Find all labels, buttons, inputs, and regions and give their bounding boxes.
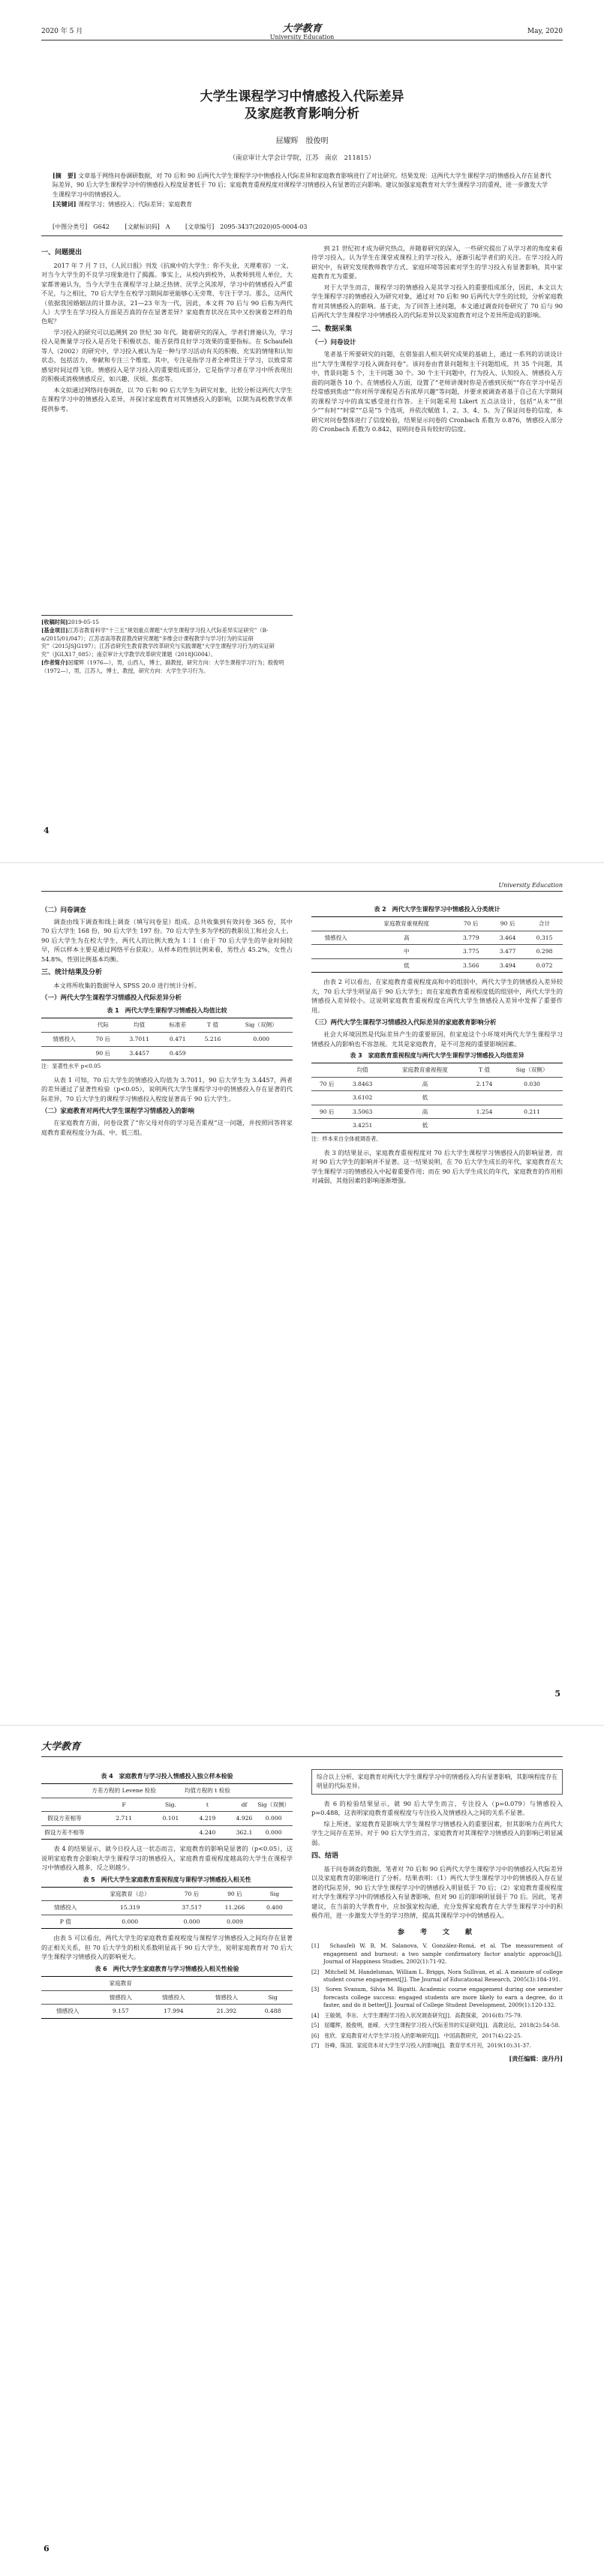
table-row (41, 1812, 293, 1826)
table-cell: 2.711 (88, 1812, 161, 1826)
section-heading: （二）家庭教育对两代大学生课程学习情感投入的影响 (41, 1108, 195, 1116)
table-cell: 情感投入 (41, 2005, 95, 2019)
abstract-label: [摘 要] (53, 172, 77, 179)
table-4 (41, 1783, 293, 1840)
table-header-cell (311, 1063, 342, 1078)
table-cell: 0.101 (161, 1812, 182, 1826)
table-cell: 高 (383, 1105, 467, 1119)
table-header-cell: 情感投入 (95, 1990, 148, 2005)
table-header-cell (254, 1784, 293, 1798)
table-header-cell (41, 1887, 90, 1901)
table-cell: 70 后 (311, 1077, 342, 1091)
table-cell: 0.488 (253, 2005, 293, 2019)
table-cell (467, 1091, 501, 1105)
table-header-cell: Sig (257, 1887, 293, 1901)
page-2 (0, 862, 604, 1725)
table-cell (501, 1119, 563, 1133)
paragraph: 由表 5 可以看出，两代大学生的家庭教育重视程度与课程学习情感投入之间均存在显著的正相关关系，但 70 后大学生的相关系数明显高于 90 后大学生，说明家庭教育对 70 后大学生课程学习情感投入的影响更大。 (41, 1934, 293, 1961)
table-cell: 90 后 (311, 1105, 342, 1119)
table-header-cell: Sig (253, 1990, 293, 2005)
table-header-cell: 标准差 (160, 1018, 196, 1033)
table-row (311, 1105, 563, 1119)
paragraph: 综上所述，家庭教育是影响大学生课程学习情感投入的重要因素，但其影响力在两代大学生之间存在差异。对于 90 后大学生而言，家庭教育对其课程学习情感投入的影响已明显减弱。 (311, 1819, 563, 1846)
table-cell (161, 1825, 182, 1840)
table-cell: 3.8463 (342, 1077, 382, 1091)
table-cell: 0.000 (90, 1915, 170, 1929)
table-row (41, 2005, 293, 2019)
divider (41, 235, 563, 236)
running-header (41, 22, 563, 40)
table-cell: 17.994 (147, 2005, 200, 2019)
table-cell: 70 后 (87, 1032, 119, 1046)
table-cell (230, 1046, 293, 1060)
table-cell: 情感投入 (311, 931, 360, 945)
journal-name-en: University Education (498, 882, 563, 889)
classification-meta: [中图分类号] G642 [文献标识码] A [文章编号] 2095-3437(2020)05-0004-03 (53, 223, 308, 230)
table-cell: 4.240 (181, 1825, 233, 1840)
table-cell: 3.7011 (119, 1032, 159, 1046)
responsible-editor: [责任编辑：庞丹丹] (509, 2055, 563, 2063)
table-cell: 3.464 (489, 931, 526, 945)
table-cell (467, 1119, 501, 1133)
table-cell: 4.219 (181, 1812, 233, 1826)
table-row (41, 1825, 293, 1840)
body-column-left (41, 902, 293, 1138)
table-header-cell: T 值 (196, 1018, 230, 1033)
table-row (311, 1119, 563, 1133)
table-header-cell (41, 1798, 88, 1812)
table-row (41, 1046, 293, 1060)
references-list (311, 1942, 563, 2050)
table-cell: 高 (383, 1077, 467, 1091)
table-header-cell: 70 后 (170, 1887, 213, 1901)
abstract (53, 171, 551, 210)
table-header-cell: 家庭教育 (95, 1977, 148, 1991)
table-cell: 3.6102 (342, 1091, 382, 1105)
table-header-cell: 情感投入 (200, 1990, 254, 2005)
table-cell: 0.315 (526, 931, 563, 945)
table-cell: 4.926 (234, 1812, 255, 1826)
table-row (311, 1077, 563, 1091)
table-caption: 表 6 两代大学生家庭教育与学习情感投入相关性检验 (95, 1965, 239, 1972)
paragraph: 调查由线下调查和线上调查（填写问卷星）组成。总共收集到有效问卷 365 份，其中 70 后大学生 168 份，90 后大学生 197 份。70 后大学生多为学校的教职员工和社会人士，90 后大学生为在校大学生，两代人的比例大致为 1∶1（由于 70 后大学生的毕业时间较早，所以样本主要是通过网络平台获取）。从样本的性别比例来看，男性占 45.2%，女性占 54.8%，性别比例基本均衡。 (41, 917, 293, 963)
table-caption: 表 1 两代大学生课程学习情感投入均值比较 (107, 1007, 227, 1015)
reference-item: [7] 谷峰，陈国．家庭资本对大学生学习投入的影响[J]．教育学术月刊，2019(10):31-37. (311, 2042, 531, 2049)
table-header-cell: t (181, 1798, 233, 1812)
table-cell (196, 1046, 230, 1060)
table-cell: 3.5063 (342, 1105, 382, 1119)
table-row (41, 1915, 293, 1929)
table-header-cell: Sig（双侧） (501, 1063, 563, 1078)
section-heading: （一）问卷设计 (311, 339, 356, 347)
table-header-cell: 90 后 (213, 1887, 256, 1901)
section-heading: （二）问卷调查 (41, 907, 86, 914)
paragraph: 学习投入的研究可以追溯到 20 世纪 30 年代。随着研究的深入，学者们普遍认为，学习投入是衡量学习投入是否处于积极状态、能否获得良好学习效果的重要指标。在 Schaufeli 等人（2002）的研究中，学习投入被认为是一种与学习活动有关的积极、充实的情绪和认知状态，包括活力、奉献和专注三个维度。其中，专注是指学习者全神贯注于学习，以致常常感觉时间过得飞快。情感投入是学习投入的重要组成部分，它是指学习者在学习中所表现出的积极或消极情感反应，如兴趣、厌烦、焦虑等。 (41, 328, 293, 383)
table-cell: 情感投入 (41, 1901, 90, 1915)
table-header-cell: 均值方程的 t 检验 (181, 1784, 233, 1798)
table-cell: 0.000 (254, 1812, 293, 1826)
table-cell (257, 1915, 293, 1929)
table-cell: 5.216 (196, 1032, 230, 1046)
table-cell: 0.030 (501, 1077, 563, 1091)
table-row (41, 1901, 293, 1915)
table-header-cell: 90 后 (489, 917, 526, 931)
body-column-left (41, 244, 293, 415)
table-header-cell (200, 1977, 254, 1991)
table-note: 注：样本来自全体被调查者。 (311, 1135, 382, 1142)
table-cell: 90 后 (87, 1046, 119, 1060)
table-cell: 3.775 (452, 945, 489, 959)
table-header-cell (234, 1784, 255, 1798)
table-cell: 0.459 (160, 1046, 196, 1060)
paragraph: 由表 2 可以看出，在家庭教育重视程度高和中的组别中，两代大学生的情感投入差异较大，70 后大学生明显高于 90 后大学生；而在家庭教育重视程度低的组别中，两代大学生的情感投入差异较小。这说明家庭教育重视程度在两代大学生情感投入差异中发挥了重要作用。 (311, 978, 563, 1014)
header-date-cn: 2020 年 5 月 (41, 28, 83, 35)
table-cell: 0.400 (257, 1901, 293, 1915)
table-cell: 情感投入 (41, 1032, 87, 1046)
table-header-cell: 合计 (526, 917, 563, 931)
page-1 (0, 0, 604, 862)
table-header-cell: 方差方程的 Levene 检验 (88, 1784, 161, 1798)
table-cell (88, 1825, 161, 1840)
table-cell: 3.566 (452, 958, 489, 973)
table-cell: 21.392 (200, 2005, 254, 2019)
boxed-note: 综合以上分析，家庭教育对两代大学生课程学习中的情感投入均有显著影响，其影响程度存在明显的代际差异。 (311, 1769, 563, 1795)
table-cell: 假设方差相等 (41, 1812, 88, 1826)
table-header-cell (147, 1977, 200, 1991)
table-cell: 11.266 (213, 1901, 256, 1915)
table-header-cell: 家庭教育重视程度 (360, 917, 452, 931)
table-3 (311, 1063, 563, 1133)
table-header-cell (311, 917, 360, 931)
paragraph: 在家庭教育方面，问卷设置了“你父母对你的学习是否重视”这一问题，并按照回答将家庭教育重视程度分为高、中、低三组。 (41, 1119, 293, 1136)
paragraph: 基于问卷调查的数据，笔者对 70 后和 90 后两代大学生课程学习中的情感投入代际差异以及家庭教育的影响进行了分析。结果表明：（1）两代大学生课程学习中的情感投入存在显著的代际差异，90 后大学生课程学习中的情感投入明显低于 70 后；（2）家庭教育重视程度对大学生课程学习中的情感投入有显著影响，但对 90 后的影响明显弱于 70 后。因此，笔者建议，在当前的大学教育中，应加强家校沟通，充分发挥家庭教育在大学生课程学习中的积极作用，进一步激发大学生的学习热情，提高其课程学习中的情感投入。 (311, 1864, 563, 1920)
paragraph: 2017 年 7 月 7 日，《人民日报》刊发《抗疯中的大学生：你不失业，天理难容》一文，对当今大学生的不良学习现象进行了揭露。事实上，从校内到校外，从教师到用人单位，大家都普遍认为，当今大学生在课程学习上缺乏热情、厌学之风浓厚，学习中的情感投入严重不足，与之相比，70 后大学生在校学习期间却更能够心无旁骛、专注于学习。那么，这两代（依据我国婚姻法的计算办法，21—23 年为一代，因此，本文将 70 后与 90 后称为两代人）大学生在学习投入方面是否真的存在显著差异？家庭教育状况在其中又扮演着怎样的角色呢？ (41, 261, 293, 325)
table-cell: 362.1 (234, 1825, 255, 1840)
page-number: 4 (44, 826, 50, 835)
keywords-text: 课程学习；情感投入；代际差异；家庭教育 (78, 201, 193, 208)
table-header-cell (161, 1784, 182, 1798)
paragraph: 对于大学生而言，课程学习的情感投入是其学习投入的重要组成部分，因此，本文以大学生课程学习的情感投入为研究对象，通过对 70 后和 90 后两代大学生的比较，分析家庭教育对其情感投入的影响。基于此，为了回答上述问题，本文通过调查问卷研究了 70 后与 90 后两代大学生课程学习中情感投入的代际差异以及家庭教育对这个差异所造成的影响。 (311, 283, 563, 319)
table-caption: 表 3 家庭教育重视程度与两代大学生课程学习情感投入均值差异 (350, 1052, 524, 1059)
table-cell: 0.471 (160, 1032, 196, 1046)
table-cell: 3.477 (489, 945, 526, 959)
table-row (311, 945, 563, 959)
table-cell: 3.779 (452, 931, 489, 945)
running-header (41, 1741, 563, 1757)
reference-item: [3] Soren Svanum, Silvia M. Bigatti. Academic course engagement during one semester forecasts college success: engaged students are more likely to earn a degree, do it faster, and do it better[J]. Journal of College Student Development, 2009(1):120-132. (311, 1986, 563, 2009)
section-heading: 一、问题提出 (41, 249, 83, 256)
body-column-right (311, 244, 563, 436)
table-header-cell: 家庭教育（总） (90, 1887, 170, 1901)
table-row (41, 1032, 293, 1046)
table-header-cell: 70 后 (452, 917, 489, 931)
table-cell: 3.4457 (119, 1046, 159, 1060)
references-heading: 参 考 文 献 (397, 1928, 476, 1936)
page-3 (0, 1725, 604, 2576)
table-caption: 表 5 两代大学生家庭教育重视程度与课程学习情感投入相关性 (83, 1876, 251, 1883)
table-header-cell (41, 1784, 88, 1798)
section-heading: 三、统计结果及分析 (41, 969, 103, 977)
table-header-cell (253, 1977, 293, 1991)
body-column-right (311, 1769, 563, 2064)
table-cell (311, 945, 360, 959)
reference-item: [1] Schaufeli W. B, M. Salanova, V. González-Romá, et al. The measurement of engagement and burnout: a two sample confirmatory factor analytic approach[J]. Journal of Happiness Studies, 2002(1):71-92. (311, 1942, 563, 1966)
table-cell: 低 (383, 1091, 467, 1105)
table-cell (311, 1091, 342, 1105)
table-header-cell: Sig（双侧） (230, 1018, 293, 1033)
table-cell: 中 (360, 945, 452, 959)
table-cell: 3.494 (489, 958, 526, 973)
footnote: [收稿时间]2019-05-15 [基金项目]江苏省教育科学“十三五”规划重点课题“大学生课程学习投入代际差异实证研究”（B-a/2015/01/047）；江苏省高等教育教改研究课题“多维会计课程教学与学习行为的实证研究”（2015JSJG197）；江苏省研究生教育教学改革研究与实践课题“大学生课程学习行为的实证研究”（JGLX17_085）；南京审计大学教学改革研究课题（2018JG004）。 [作者简介]屈耀辉（1976—），男，山西人，博士，副教授，研究方向：大学生课程学习行为；殷俊明（1972—），男，江苏人，博士，教授，研究方向：大学生学习行为。 (41, 615, 293, 676)
table-row (311, 1091, 563, 1105)
table-row (311, 958, 563, 973)
reference-item: [2] Mitchell M. Handelsman, William L. Briggs, Nora Sullivan, et al. A measure of college student course engagement[J]. The Journal of Educational Research, 2005(3):184-191. (311, 1968, 563, 1983)
table-cell: 2.174 (467, 1077, 501, 1091)
table-cell: 0.000 (230, 1032, 293, 1046)
paragraph: 社会大环境因然是代际差异产生的重要原因，但家庭这个小环境对两代大学生课程学习情感投入的影响也不容忽视。尤其是家庭教育，是不可忽视的重要影响因素。 (311, 1030, 563, 1048)
table-header-cell: 均值 (119, 1018, 159, 1033)
table-header-cell: 情感投入 (147, 1990, 200, 2005)
paragraph: 表 4 的结果显示，就今日投入这一状态而言，家庭教育的影响是显著的（p<0.05），这说明家庭教育会影响大学生课程学习的情感投入，家庭教育重视程度越高的大学生在课程学习中情感投入越多，反之则越少。 (41, 1845, 293, 1872)
paragraph: 本文将所收集的数据导入 SPSS 20.0 进行统计分析。 (53, 981, 200, 989)
affiliation: （南京审计大学会计学院，江苏 南京 211815） (229, 154, 375, 162)
table-6 (41, 1976, 293, 2019)
table-cell: 0.211 (501, 1105, 563, 1119)
table-cell (311, 958, 360, 973)
journal-name-en: University Education (269, 34, 335, 40)
page-number: 6 (44, 2544, 50, 2554)
table-cell: P 值 (41, 1915, 90, 1929)
table-header-cell: 均值 (342, 1063, 382, 1078)
table-caption: 表 2 两代大学生课程学习中情感投入分类统计 (374, 906, 500, 913)
section-heading: 四、结语 (311, 1852, 339, 1861)
header-date-en: May, 2020 (527, 28, 563, 35)
table-2 (311, 916, 563, 973)
reference-item: [4] 王敏娟，李东．大学生课程学习投入状况调查研究[J]．高教探索，2016(8):75-79. (311, 2011, 523, 2019)
table-header-cell (41, 1977, 95, 1991)
table-cell: 高 (360, 931, 452, 945)
table-header-cell: df (234, 1798, 255, 1812)
table-cell: 9.157 (95, 2005, 148, 2019)
table-cell (41, 1046, 87, 1060)
article-title: 大学生课程学习中情感投入代际差异 及家庭教育影响分析 (200, 89, 404, 121)
body-column-left (41, 1769, 293, 2019)
abstract-text: 文章基于网络问卷调研数据，对 70 后和 90 后两代大学生课程学习中情感投入代际差异和家庭教育影响进行了对比研究。结果发现：这两代大学生课程学习的情感投入存在显著代际差异，90 后大学生课程学习中的情感投入程度显著低于 70 后；家庭教育重视程度对课程学习情感投入有显著的正向影响。建议加强家庭教育对大学生课程学习的重视，进一步激发大学生课程学习中的情感投入。 (53, 172, 551, 198)
table-header-cell: Sig. (161, 1798, 182, 1812)
keywords-label: [关键词] (53, 200, 77, 208)
paragraph: 本文拟通过网络问卷调查，以 70 后和 90 后大学生为研究对象，比较分析这两代大学生在课程学习中的情感投入差异，并探讨家庭教育对其情感投入的影响，以期为高校教学改革提供参考。 (41, 385, 293, 412)
paragraph: 笔者基于所要研究的问题，在借鉴前人相关研究成果的基础上，通过一系列的访谈设计出“大学生课程学习投入调查问卷”。该问卷由背景问题和主干问题组成，共 35 个问题，其中，背景问题 5 个，主干问题 30 个。30 个主干问题中，行为投入、认知投入、情感投入方面的问题各 10 个。在情感投入方面，设置了“老师讲课时你是否感到厌烦”“你在学习中是否经常感到焦虑”“你对所学课程是否有浓厚兴趣”等问题，并要求被调查者基于自己在大学期间的课程学习中的真实感受进行作答。主干问题采用 Likert 五点法设计，包括“从未”“很少”“有时”“时常”“总是”5 个选项，并依次赋值 1、2、3、4、5。为了保证问卷的信度，本研究对问卷整体进行了信度检验，结果显示问卷的 Cronbach 系数为 0.876，情感投入部分的 Cronbach 系数为 0.842，说明问卷具有较好的信度。 (311, 350, 563, 433)
reference-item: [6] 张欣．家庭教育对大学生学习投入的影响研究[J]．中国高教研究，2017(4):22-25. (311, 2032, 523, 2039)
page-number: 5 (554, 1689, 560, 1699)
table-header-cell: 家庭教育重视程度 (383, 1063, 467, 1078)
paragraph: 表 6 的检验结果显示，就 90 后大学生而言，专注投入（p=0.079）与情感投入 p=0.488，这表明家庭教育重视程度与专注投入及情感投入之间的关系不显著。 (311, 1799, 563, 1817)
journal-logo: 大学教育 (41, 1741, 81, 1753)
table-cell: 0.000 (254, 1825, 293, 1840)
table-cell (311, 1119, 342, 1133)
table-cell: 低 (383, 1119, 467, 1133)
table-cell: 0.000 (170, 1915, 213, 1929)
table-cell (501, 1091, 563, 1105)
reference-item: [5] 屈耀辉，殷俊明，崔嵘．大学生课程学习投入代际差异的实证研究[J]．高教论坛，2018(2):54-58. (311, 2022, 560, 2029)
table-cell: 低 (360, 958, 452, 973)
table-header-cell: 代际 (87, 1018, 119, 1033)
table-cell: 37.517 (170, 1901, 213, 1915)
table-5 (41, 1887, 293, 1930)
paragraph: 从表 1 可知，70 后大学生的情感投入均值为 3.7011，90 后大学生为 3.4457，两者的差异通过了显著性检验（p<0.05），说明两代大学生课程学习中的情感投入存在显著的代际差异，70 后大学生的课程学习情感投入程度显著高于 90 后大学生。 (41, 1075, 293, 1102)
table-header-cell (41, 1018, 87, 1033)
table-cell: 15.319 (90, 1901, 170, 1915)
table-caption: 表 4 家庭教育与学习投入情感投入独立样本检验 (101, 1773, 233, 1780)
body-column-right (311, 902, 563, 1187)
table-cell: 0.072 (526, 958, 563, 973)
table-note: 注：显著性水平 p<0.05 (41, 1063, 101, 1070)
section-heading: （三）两代大学生课程学习情感投入代际差异的家庭教育影响分析 (311, 1019, 497, 1027)
running-header (41, 878, 563, 892)
table-cell: 1.254 (467, 1105, 501, 1119)
table-cell: 假设方差不相等 (41, 1825, 88, 1840)
table-cell: 0.009 (213, 1915, 256, 1929)
journal-logo: 大学教育 (282, 23, 322, 34)
paragraph: 到 21 世纪初才成为研究热点，并随着研究的深入，一些研究提出了从学习者的角度来看待学习投入，认为学生在课堂或课程上的学习投入，逐渐引起学者们的关注。在学习投入的研究中，有研究发现教师教学方式、家庭环境等因素对学生的学习投入有显著影响，其中家庭教育尤为重要。 (311, 244, 563, 280)
section-heading: 二、数据采集 (311, 325, 353, 333)
table-header-cell: T 值 (467, 1063, 501, 1078)
table-header-cell: F (88, 1798, 161, 1812)
table-row (311, 931, 563, 945)
paragraph: 表 3 的结果显示，家庭教育重视程度对 70 后大学生课程学习情感投入的影响显著，而对 90 后大学生的影响并不显著。这一结果说明，在 70 后大学生成长的年代，家庭教育在大学生课程学习的情感投入中起着重要作用；而在 90 后大学生成长的年代，家庭教育的作用相对减弱，其他因素的影响逐渐增强。 (311, 1148, 563, 1185)
authors: 屈耀辉 殷俊明 (275, 137, 329, 145)
table-1 (41, 1018, 293, 1060)
table-header-cell: Sig（双侧） (254, 1798, 293, 1812)
table-cell: 3.4251 (342, 1119, 382, 1133)
section-heading: （一）两代大学生课程学习情感投入代际差异分析 (41, 994, 182, 1003)
table-cell: 0.298 (526, 945, 563, 959)
table-header-cell (41, 1990, 95, 2005)
